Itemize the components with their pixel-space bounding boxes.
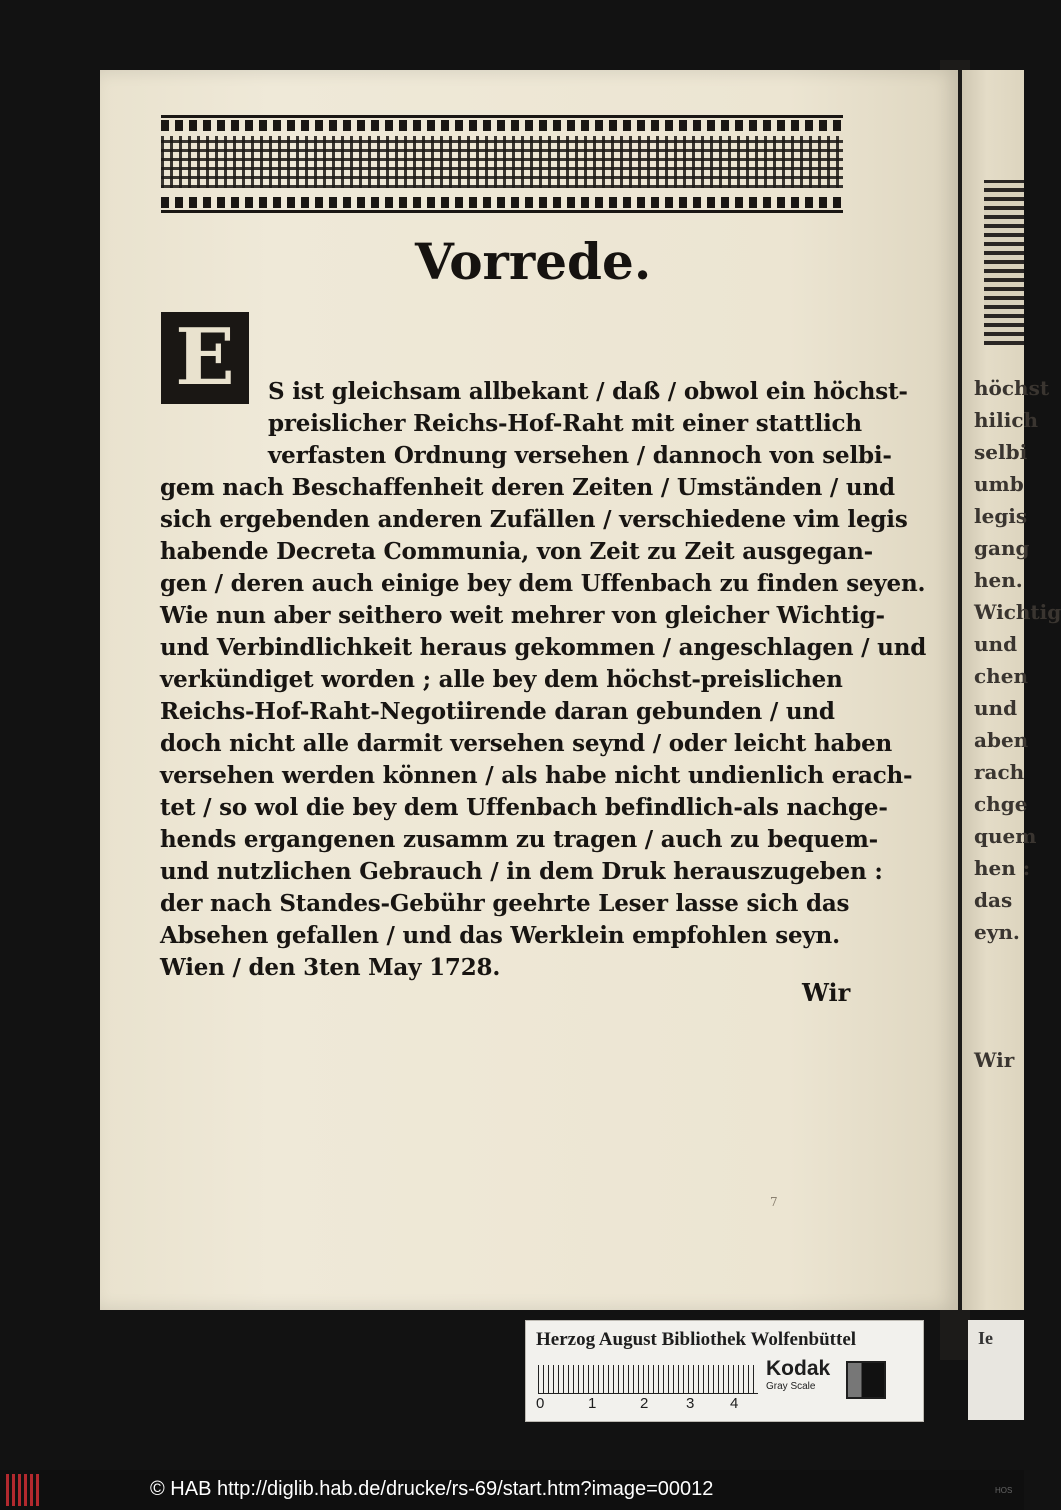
adjacent-text: aben (974, 728, 1029, 752)
adjacent-card-fragment: Ie (978, 1328, 993, 1348)
adjacent-color-card (968, 1320, 1024, 1420)
pencil-mark: 7 (770, 1195, 778, 1209)
adjacent-ornament (984, 180, 1024, 345)
gray-swatch (846, 1361, 886, 1399)
text-line: doch nicht alle darmit versehen seynd / oder leicht haben (160, 730, 893, 757)
adjacent-text: Wichtig (974, 600, 1061, 624)
ruler-number: 0 (536, 1395, 545, 1412)
decorative-header-band (161, 115, 843, 213)
text-line: verkündiget worden ; alle bey dem höchst-preislichen (160, 666, 843, 693)
adjacent-text: rach (974, 760, 1025, 784)
text-line: der nach Standes-Gebühr geehrte Leser lasse sich das (160, 890, 850, 917)
adjacent-text: hen. (974, 568, 1023, 592)
kodak-brand: Kodak (766, 1357, 831, 1380)
gray-scale-caption: Gray Scale (766, 1381, 816, 1392)
adjacent-page (962, 70, 1061, 1310)
adjacent-text: chge (974, 792, 1028, 816)
ruler-number: 1 (588, 1395, 597, 1412)
catchword: Wir (802, 978, 851, 1007)
text-line: verfasten Ordnung versehen / dannoch von selbi- (268, 442, 892, 469)
adjacent-text: höchst (974, 376, 1050, 400)
text-line: S ist gleichsam allbekant / daß / obwol ein höchst- (268, 378, 908, 405)
footer-bar (0, 1470, 1024, 1510)
adjacent-text: eyn. (974, 920, 1020, 944)
text-line: sich ergebenden anderen Zufällen / verschiedene vim legis (160, 506, 908, 533)
adjacent-text: und (974, 696, 1018, 720)
adjacent-text: und (974, 632, 1018, 656)
text-line: Absehen gefallen / und das Werklein empfohlen seyn. (160, 922, 840, 949)
text-line-dateline: Wien / den 3ten May 1728. (160, 954, 501, 981)
ornament-lattice (161, 136, 843, 188)
corner-mark: HOS (995, 1486, 1013, 1495)
text-line: und nutzlichen Gebrauch / in dem Druk herauszugeben : (160, 858, 883, 885)
adjacent-text: legis (974, 504, 1028, 528)
text-line: hends ergangenen zusamm zu tragen / auch zu bequem- (160, 826, 878, 853)
text-line: Wie nun aber seithero weit mehrer von gleicher Wichtig- (160, 602, 885, 629)
adjacent-text: umb (974, 472, 1024, 496)
adjacent-text: das (974, 888, 1013, 912)
adjacent-text: gang (974, 536, 1030, 560)
copyright-url[interactable]: © HAB http://diglib.hab.de/drucke/rs-69/start.htm?image=00012 (150, 1478, 714, 1500)
ornament-border-top (161, 120, 843, 131)
ruler-scale (538, 1365, 758, 1394)
ruler-number: 2 (640, 1395, 649, 1412)
ruler-number: 4 (730, 1395, 739, 1412)
text-line: tet / so wol die bey dem Uffenbach befindlich-als nachge- (160, 794, 888, 821)
text-line: Reichs-Hof-Raht-Negotiirende daran gebunden / und (160, 698, 835, 725)
adjacent-text: hen : (974, 856, 1031, 880)
text-line: versehen werden können / als habe nicht undienlich erach- (160, 762, 913, 789)
adjacent-text: selbi (974, 440, 1028, 464)
page-heading: Vorrede. (415, 232, 652, 291)
adjacent-text: hilich (974, 408, 1039, 432)
text-line: gem nach Beschaffenheit deren Zeiten / Umständen / und (160, 474, 895, 501)
library-name: Herzog August Bibliothek Wolfenbüttel (536, 1329, 857, 1350)
ruler-number: 3 (686, 1395, 695, 1412)
decorated-initial: E (161, 312, 249, 404)
adjacent-text: quem (974, 824, 1037, 848)
text-line: und Verbindlichkeit heraus gekommen / angeschlagen / und (160, 634, 927, 661)
adjacent-catchword: Wir (974, 1048, 1015, 1072)
hab-logo-icon (6, 1474, 42, 1506)
library-color-card (525, 1320, 924, 1422)
text-line: preislicher Reichs-Hof-Raht mit einer stattlich (268, 410, 862, 437)
text-line: gen / deren auch einige bey dem Uffenbach zu finden seyen. (160, 570, 926, 597)
adjacent-text: chen (974, 664, 1028, 688)
ornament-border-bottom (161, 197, 843, 208)
text-line: habende Decreta Communia, von Zeit zu Zeit ausgegan- (160, 538, 874, 565)
